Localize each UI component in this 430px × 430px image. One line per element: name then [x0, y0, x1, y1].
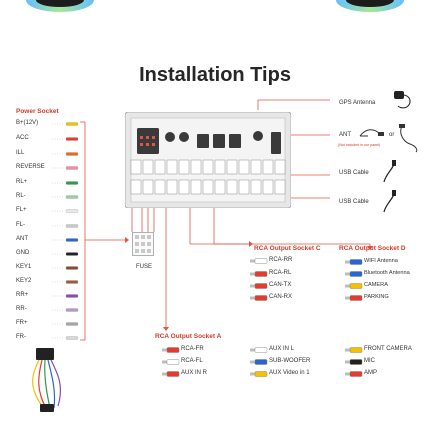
- ant-label: ANT: [339, 132, 351, 138]
- page-title: Installation Tips: [139, 64, 291, 86]
- rca-plug-icon: [250, 284, 267, 289]
- rca-c-header: RCA Output Socket C: [254, 245, 321, 252]
- pin-label: ACC: [16, 135, 29, 141]
- rca-plug-icon: [345, 284, 362, 289]
- fuse-label: FUSE: [136, 264, 153, 270]
- rca-plug-icon: [345, 260, 362, 265]
- pin-label: RL-: [16, 193, 26, 199]
- wiring-harness-icon: [22, 346, 72, 414]
- pin-label: KEY2: [16, 278, 32, 284]
- rca-plug-icon: [345, 360, 362, 365]
- usb-cable-label-2: USB Cable: [339, 199, 369, 205]
- power-socket-header: Power Socket: [16, 108, 59, 115]
- rca-plug-icon: [162, 372, 179, 377]
- rca-e-item: FRONT CAMERA: [364, 346, 412, 352]
- pin-label: GND: [16, 250, 30, 256]
- rca-plug-icon: [250, 272, 267, 277]
- rca-c-item: CAN-TX: [269, 282, 292, 288]
- rca-a-item: RCA-FR: [181, 346, 204, 352]
- rca-a-item: RCA-FL: [181, 358, 203, 364]
- pin-label: REVERSE: [16, 164, 45, 170]
- rca-plug-icon: [345, 372, 362, 377]
- rca-plug-icon: [250, 259, 267, 264]
- rca-c-item: CAN-RX: [269, 294, 293, 300]
- rca-a-item: AUX IN R: [181, 370, 208, 376]
- pin-label: ANT: [16, 236, 28, 242]
- rca-d-item: WIFI Antenna: [364, 258, 398, 264]
- pin-label: KEY1: [16, 264, 32, 270]
- rca-plug-icon: [162, 348, 179, 353]
- rca-plug-icon: [345, 348, 362, 353]
- rca-e-item: MIC: [364, 358, 375, 364]
- pin-label: FL+: [16, 207, 27, 213]
- pin-label: FL-: [16, 222, 25, 228]
- rca-d-item: PARKING: [364, 294, 389, 300]
- rca-plug-icon: [250, 372, 267, 377]
- rca-b-item: AUX IN L: [269, 346, 295, 352]
- pin-label: ILL: [16, 150, 25, 156]
- rca-plug-icon: [250, 348, 267, 353]
- or-label: or: [389, 132, 395, 138]
- usb-cable-label-1: USB Cable: [339, 170, 369, 176]
- rca-a-header: RCA Output Socket A: [155, 333, 222, 340]
- rca-plug-icon: [345, 272, 362, 277]
- pin-label: FR-: [16, 334, 26, 340]
- pin-label: RR-: [16, 306, 27, 312]
- rca-plug-icon: [250, 360, 267, 365]
- rca-c-item: RCA-RL: [269, 270, 292, 276]
- rca-e-item: AMP: [364, 370, 378, 376]
- gps-antenna-label: GPS Antenna: [339, 100, 376, 106]
- rca-b-item: SUB-WOOFER: [269, 358, 311, 364]
- rca-plug-icon: [250, 296, 267, 301]
- pin-label: FR+: [16, 320, 28, 326]
- pin-label: RL+: [16, 179, 28, 185]
- pin-label: RR+: [16, 292, 29, 298]
- pin-label: B+(12V): [16, 120, 39, 126]
- rca-plug-icon: [345, 296, 362, 301]
- rca-b-item: AUX Video in 1: [269, 370, 310, 376]
- rca-d-item: Bluetooth Antenna: [364, 270, 410, 276]
- rca-plug-icon: [162, 360, 179, 365]
- rca-c-item: RCA-RR: [269, 257, 293, 263]
- ant-note: (Not included in our panel): [338, 143, 381, 147]
- rca-d-header: RCA Output Socket D: [339, 245, 406, 252]
- rca-d-item: CAMERA: [364, 282, 388, 288]
